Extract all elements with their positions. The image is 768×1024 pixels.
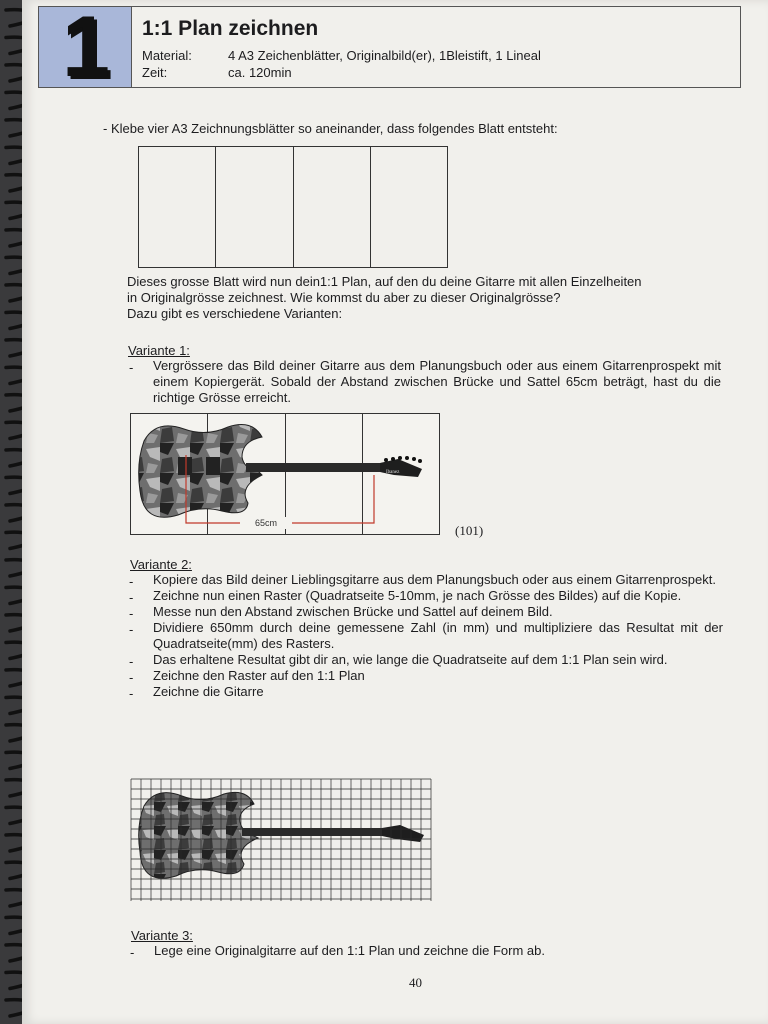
list-item: - Dividiere 650mm durch deine gemessene Zahl (in mm) und multipliziere das Resultat mit der Quadratseite(mm) des Rasters.: [127, 620, 723, 652]
guitar-illustration: [130, 413, 440, 535]
list-item: - Das erhaltene Resultat gibt dir an, wie lange die Quadratseite auf dem 1:1 Plan sein wird.: [127, 652, 723, 668]
list-item: - Messe nun den Abstand zwischen Brücke und Sattel auf deinem Bild.: [127, 604, 723, 620]
list-item: - Kopiere das Bild deiner Lieblingsgitarre aus dem Planungsbuch oder aus einem Gitarrenprospekt.: [127, 572, 723, 588]
guitar-figure-1: [130, 413, 440, 535]
chapter-header: [38, 0, 741, 95]
material-label: Material:: [142, 48, 192, 63]
chapter-number: 1: [62, 0, 108, 95]
paragraph-line: in Originalgrösse zeichnest. Wie kommst du aber zu dieser Originalgrösse?: [127, 290, 561, 305]
page-number: 40: [409, 975, 422, 990]
sheet-cell: [294, 147, 371, 267]
list-item: - Vergrössere das Bild deiner Gitarre aus dem Planungsbuch oder aus einem Gitarrenprospekt mit einem Kopiergerät. Sobald der Abstand zwischen Brücke und Sattel 65cm beträgt, hast du die richtige Grösse erreicht.: [127, 358, 721, 406]
material-value: 4 A3 Zeichenblätter, Originalbild(er), 1Bleistift, 1 Lineal: [228, 48, 541, 63]
figure-reference: (101): [455, 523, 484, 538]
measure-label: 65cm: [254, 518, 278, 528]
list-item: - Zeichne nun einen Raster (Quadratseite 5-10mm, je nach Grösse des Bildes) auf die Kopie.: [127, 588, 723, 604]
variant1-list: [127, 358, 721, 406]
list-item: - Zeichne den Raster auf den 1:1 Plan: [127, 668, 723, 684]
intro-text: - Klebe vier A3 Zeichnungsblätter so aneinander, dass folgendes Blatt entsteht:: [103, 121, 558, 136]
header-text: [132, 7, 551, 87]
sheet-cell: [216, 147, 293, 267]
paragraph-line: Dieses grosse Blatt wird nun dein1:1 Plan, auf den du deine Gitarre mit allen Einzelheiten: [127, 274, 642, 289]
brand-text: Ibanez: [386, 470, 400, 475]
variant3-title: Variante 3:: [131, 928, 193, 943]
gridded-guitar-figure: [130, 778, 433, 902]
intro-paragraph: [127, 274, 727, 322]
material-row: [142, 47, 541, 64]
variant1-title: Variante 1:: [128, 343, 190, 358]
paragraph-line: Dazu gibt es verschiedene Varianten:: [127, 306, 343, 321]
page-title: 1:1 Plan zeichnen: [142, 17, 319, 40]
sheet-cell: [139, 147, 216, 267]
time-label: Zeit:: [142, 65, 168, 80]
variant3-list: [128, 943, 718, 959]
sheet-cell: [371, 147, 447, 267]
list-item: - Zeichne die Gitarre: [127, 684, 723, 700]
chapter-number-box: [39, 0, 132, 95]
list-item: - Lege eine Originalgitarre auf den 1:1 Plan und zeichne die Form ab.: [128, 943, 718, 959]
variant2-list: [127, 572, 723, 700]
time-value: ca. 120min: [228, 65, 292, 80]
sheet-layout-diagram: [138, 146, 448, 268]
time-row: [142, 64, 541, 81]
variant2-title: Variante 2:: [130, 557, 192, 572]
